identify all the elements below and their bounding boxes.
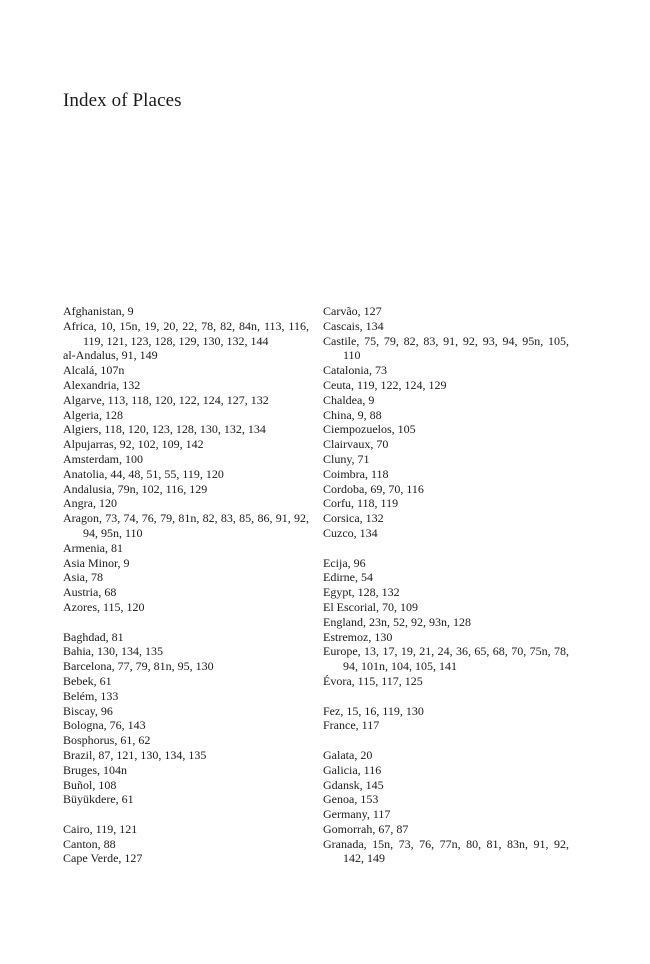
index-entry: al-Andalus, 91, 149 [63,348,158,363]
index-entry: Büyükdere, 61 [63,792,134,807]
index-entry: Chaldea, 9 [323,392,375,407]
index-entry: Alpujarras, 92, 102, 109, 142 [63,437,204,452]
entry-group-gap [63,807,309,822]
entry-group-gap [323,689,569,704]
index-entry: Algeria, 128 [63,407,123,422]
index-column-left [63,304,309,866]
index-entry: Edirne, 54 [323,570,373,585]
index-entry: Cairo, 119, 121 [63,821,138,836]
index-entry: Aragon, 73, 74, 76, 79, 81n, 82, 83, 85, 86, 91, 92, 94, 95n, 110 [63,511,309,540]
index-entry: Catalonia, 73 [323,363,387,378]
index-entry: Bosphorus, 61, 62 [63,733,151,748]
index-entry: Ecija, 96 [323,555,366,570]
index-entry: Algiers, 118, 120, 123, 128, 130, 132, 134 [63,422,266,437]
index-entry: Gdansk, 145 [323,777,384,792]
index-entry: Genoa, 153 [323,792,379,807]
index-entry: Clairvaux, 70 [323,437,389,452]
index-entry: Austria, 68 [63,585,117,600]
index-column-right [323,304,569,866]
index-entry: Belém, 133 [63,688,119,703]
index-entry: Asia Minor, 9 [63,555,130,570]
index-entry: Bologna, 76, 143 [63,718,146,733]
index-entry: Amsterdam, 100 [63,451,143,466]
index-entry: Andalusia, 79n, 102, 116, 129 [63,481,208,496]
index-entry: Africa, 10, 15n, 19, 20, 22, 78, 82, 84n, 113, 116, 119, 121, 123, 128, 129, 130, 132, 144 [63,318,309,348]
index-entry: El Escorial, 70, 109 [323,599,418,614]
index-entry: Ciempozuelos, 105 [323,422,416,437]
index-entry: Corfu, 118, 119 [323,496,399,511]
index-entry: Estremoz, 130 [323,629,393,644]
index-entry: Granada, 15n, 73, 76, 77n, 80, 81, 83n, 91, 92, 142, 149 [323,836,569,866]
index-entry: Cascais, 134 [323,318,384,333]
index-entry: Cluny, 71 [323,451,370,466]
index-entry: Alexandria, 132 [63,377,141,392]
index-entry: Ceuta, 119, 122, 124, 129 [323,377,447,392]
index-entry: Baghdad, 81 [63,629,124,644]
index-entry: Brazil, 87, 121, 130, 134, 135 [63,747,207,762]
index-entry: Egypt, 128, 132 [323,585,400,600]
page-title: Index of Places [63,90,182,111]
index-entry: Carvão, 127 [323,304,382,318]
entry-group-gap [323,733,569,748]
entry-group-gap [323,541,569,556]
index-entry: Angra, 120 [63,496,117,511]
index-entry: Galata, 20 [323,747,373,762]
index-entry: Azores, 115, 120 [63,599,145,614]
index-entry: Algarve, 113, 118, 120, 122, 124, 127, 132 [63,392,269,407]
index-entry: Cuzco, 134 [323,525,378,540]
index-entry: England, 23n, 52, 92, 93n, 128 [323,614,471,629]
index-entry: Gomorrah, 67, 87 [323,821,409,836]
index-entry: Anatolia, 44, 48, 51, 55, 119, 120 [63,466,224,481]
entry-group-gap [63,615,309,630]
index-entry: Cape Verde, 127 [63,851,143,866]
index-entry: Galicia, 116 [323,762,382,777]
index-entry: Fez, 15, 16, 119, 130 [323,703,424,718]
index-entry: China, 9, 88 [323,407,382,422]
index-entry: Europe, 13, 17, 19, 21, 24, 36, 65, 68, 70, 75n, 78, 94, 101n, 104, 105, 141 [323,644,569,674]
index-entry: Bebek, 61 [63,673,112,688]
index-entry: France, 117 [323,718,380,733]
index-entry: Biscay, 96 [63,703,113,718]
index-entry: Germany, 117 [323,807,391,822]
index-entry: Canton, 88 [63,836,116,851]
index-entry: Évora, 115, 117, 125 [323,673,423,688]
index-entry: Bahia, 130, 134, 135 [63,644,163,659]
index-entry: Coimbra, 118 [323,466,389,481]
index-entry: Corsica, 132 [323,511,384,526]
index-entry: Armenia, 81 [63,540,123,555]
index-entry: Cordoba, 69, 70, 116 [323,481,424,496]
index-entry: Buñol, 108 [63,777,117,792]
index-entry: Castile, 75, 79, 82, 83, 91, 92, 93, 94, 95n, 105, 110 [323,333,569,363]
index-entry: Asia, 78 [63,570,103,585]
index-entry: Alcalá, 107n [63,363,125,378]
index-entry: Afghanistan, 9 [63,304,134,318]
index-entry: Barcelona, 77, 79, 81n, 95, 130 [63,659,214,674]
index-entry: Bruges, 104n [63,762,127,777]
